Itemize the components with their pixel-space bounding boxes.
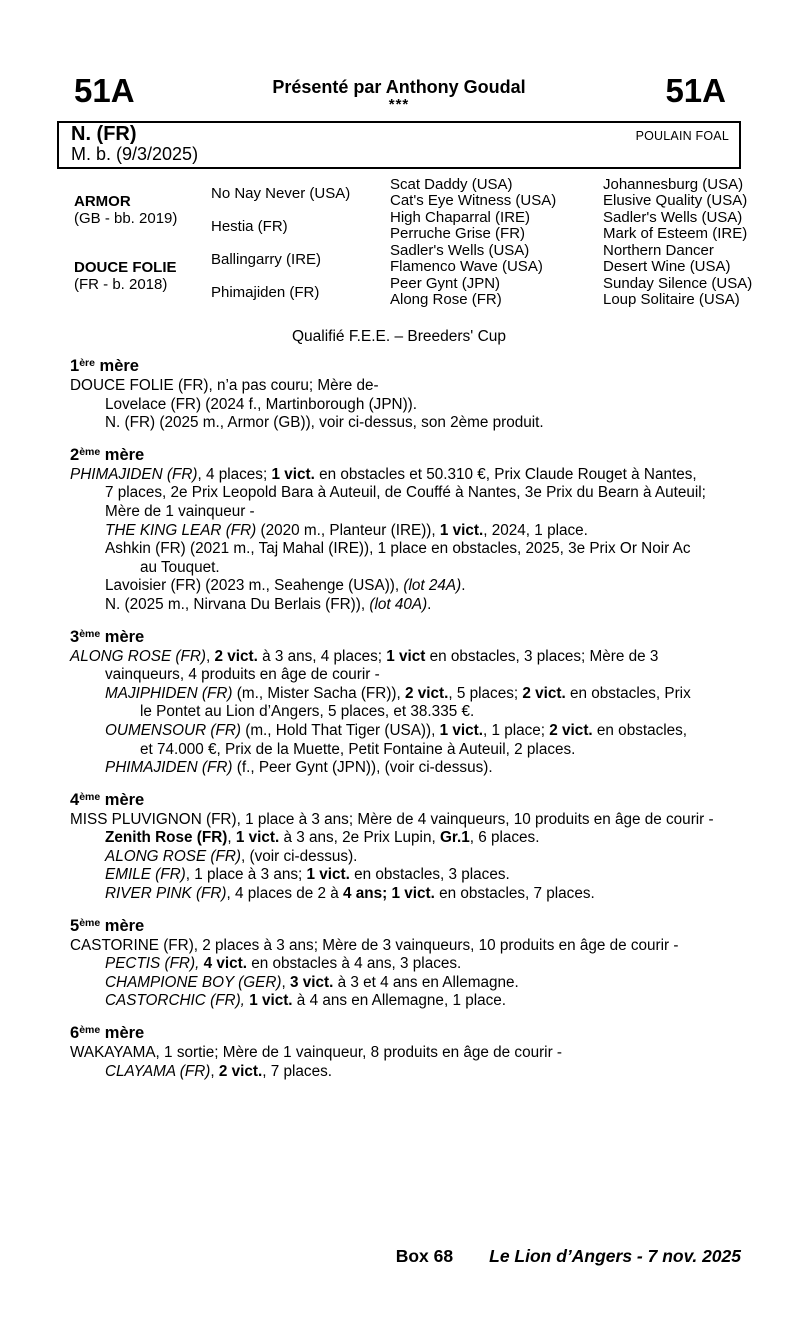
section-title-word: mère: [100, 790, 145, 809]
presenter-line: Présenté par Anthony Goudal: [272, 77, 526, 97]
section-title-word: mère: [100, 627, 145, 646]
text-run: ALONG ROSE (FR): [70, 647, 206, 665]
dam-section: [70, 353, 738, 433]
produce-record: [70, 992, 738, 1011]
text-run: PHIMAJIDEN (FR): [70, 465, 198, 483]
pedigree-gen3-entry: High Chaparral (IRE): [390, 208, 531, 226]
produce-record: [70, 1063, 738, 1082]
pedigree-gen4-entry: Desert Wine (USA): [603, 258, 731, 276]
dam-section: [70, 624, 738, 778]
section-title: [70, 442, 738, 465]
text-run: en obstacles à 4 ans, 3 places.: [246, 955, 462, 973]
produce-record: [70, 848, 738, 867]
text-run: 1 vict.: [439, 721, 483, 739]
text-run: 1 vict.: [249, 992, 293, 1010]
section-title-word: mère: [100, 1024, 145, 1043]
text-run: Lavoisier (FR) (2023 m., Seahenge (USA)),: [105, 577, 404, 595]
pedigree-gen1-entry: [74, 243, 211, 309]
pedigree-gen3-entry: Flamenco Wave (USA): [390, 258, 543, 276]
mare-record: [70, 811, 738, 830]
text-run: 7 places, 2e Prix Leopold Bara à Auteuil, de Couffé à Nantes, 3e Prix du Bearn à Auteuil;: [105, 484, 706, 502]
text-run: 2 vict.: [522, 684, 566, 702]
text-run: 1 vict.: [439, 521, 484, 539]
section-title: [70, 913, 738, 936]
pedigree-gen2-entry: No Nay Never (USA): [211, 184, 351, 202]
text-run: 4 ans; 1 vict.: [343, 885, 435, 903]
text-run: ALONG ROSE (FR): [105, 847, 241, 865]
text-run: Zenith Rose (FR): [105, 829, 228, 847]
dam-section: [70, 787, 738, 904]
text-run: en obstacles, 3 places; Mère de 3: [425, 647, 659, 665]
box-number: Box 68: [395, 1246, 454, 1266]
section-ordinal-sup: ème: [79, 627, 101, 640]
produce-record: [70, 596, 738, 615]
text-run: , 6 places.: [469, 829, 540, 847]
pedigree-gen3-entry: Perruche Grise (FR): [390, 225, 526, 243]
text-run: MAJIPHIDEN (FR): [105, 684, 233, 702]
dam-section: [70, 913, 738, 1011]
text-run: EMILE (FR): [105, 866, 186, 884]
produce-record: [70, 759, 738, 778]
mare-record: [70, 648, 738, 685]
pedigree-gen3-entry: Sadler's Wells (USA): [390, 241, 530, 259]
text-run: , 2024, 1 place.: [483, 521, 588, 539]
text-run: , 1 place à 3 ans;: [185, 866, 307, 884]
section-ordinal: 2: [70, 445, 80, 464]
text-run: DOUCE FOLIE (FR), n’a pas couru; Mère de-: [70, 377, 379, 394]
text-run: PECTIS (FR),: [105, 955, 200, 973]
produce-record: [70, 885, 738, 904]
text-run: CASTORINE (FR), 2 places à 3 ans; Mère de 3 vainqueurs, 10 produits en âge de courir -: [70, 936, 679, 954]
foal-type-label: POULAIN FOAL: [635, 129, 729, 143]
produce-record: [70, 396, 738, 415]
horse-title-left: [71, 124, 198, 164]
text-run: 2 vict.: [549, 721, 593, 739]
pedigree-gen1-origin: (GB - bb. 2019): [74, 209, 178, 227]
text-run: Lovelace (FR) (2024 f., Martinborough (JPN)).: [105, 395, 418, 413]
text-run: Ashkin (FR) (2021 m., Taj Mahal (IRE)), 1 place en obstacles, 2025, 3e Prix Or Noir Ac: [105, 540, 691, 558]
pedigree-gen4-entry: Johannesburg (USA): [603, 176, 744, 193]
text-run: le Pontet au Lion d’Angers, 5 places, et 38.335 €.: [140, 703, 475, 721]
pedigree-gen4-entry: Mark of Esteem (IRE): [603, 225, 748, 243]
section-title: [70, 353, 738, 376]
text-run: OUMENSOUR (FR): [105, 721, 241, 739]
text-run: ,: [205, 647, 215, 665]
text-run: CASTORCHIC (FR),: [105, 992, 245, 1010]
section-ordinal: 4: [70, 790, 80, 809]
pedigree-gen4-entry: Northern Dancer: [603, 241, 714, 259]
text-run: ,: [210, 1062, 219, 1080]
produce-record: [70, 522, 738, 541]
pedigree-gen1-entry: [74, 177, 211, 243]
dam-section: [70, 442, 738, 615]
text-run: PHIMAJIDEN (FR): [105, 759, 233, 777]
pedigree-gen3-entry: Peer Gynt (JPN): [390, 274, 501, 292]
text-run: à 4 ans en Allemagne, 1 place.: [292, 992, 507, 1010]
section-ordinal-sup: ème: [79, 1024, 101, 1037]
lot-number-left: 51A: [74, 72, 135, 109]
text-run: 2 vict.: [214, 647, 258, 665]
text-run: (lot 40A): [369, 595, 428, 613]
text-run: .: [461, 577, 466, 595]
pedigree-gen3-entry: Cat's Eye Witness (USA): [390, 192, 557, 210]
pedigree-gen2-entry: Phimajiden (FR): [211, 283, 320, 301]
text-run: en obstacles, Prix: [565, 684, 691, 702]
text-run: à 3 ans, 4 places;: [257, 647, 387, 665]
section-ordinal: 5: [70, 916, 80, 935]
pedigree-gen2-entry: Ballingarry (IRE): [211, 250, 322, 268]
pedigree-gen3-entry: Along Rose (FR): [390, 291, 502, 309]
section-ordinal-sup: ème: [79, 916, 101, 929]
page-footer: [396, 1246, 741, 1267]
produce-record: [70, 974, 738, 993]
text-run: .: [427, 595, 432, 613]
text-run: 1 vict.: [271, 465, 315, 483]
text-run: Gr.1: [439, 829, 470, 847]
section-title-word: mère: [100, 916, 145, 935]
pedigree-gen2-entry: Hestia (FR): [211, 217, 288, 235]
text-run: CLAYAMA (FR): [105, 1062, 211, 1080]
produce-record: [70, 414, 738, 433]
text-run: (m., Hold That Tiger (USA)),: [240, 721, 440, 739]
pedigree-gen1-origin: (FR - b. 2018): [74, 275, 168, 293]
text-run: N. (2025 m., Nirvana Du Berlais (FR)),: [105, 595, 370, 613]
text-run: ,: [227, 829, 236, 847]
text-run: , 4 places de 2 à: [226, 885, 344, 903]
produce-record: [70, 866, 738, 885]
qualification-line: Qualifié F.E.E. – Breeders' Cup: [291, 328, 507, 345]
horse-name: N. (FR): [71, 123, 137, 145]
produce-record: [70, 722, 738, 759]
dam-section: [70, 1020, 738, 1081]
pedigree-gen1-name: ARMOR: [74, 192, 131, 210]
text-run: MISS PLUVIGNON (FR), 1 place à 3 ans; Mère de 4 vainqueurs, 10 produits en âge de courir -: [70, 810, 714, 828]
text-run: THE KING LEAR (FR): [105, 521, 257, 539]
text-run: Mère de 1 vainqueur -: [105, 502, 255, 520]
text-run: (2020 m., Planteur (IRE)),: [256, 521, 440, 539]
produce-record: [70, 577, 738, 596]
text-run: au Touquet.: [140, 558, 220, 576]
pedigree-gen4-entry: Elusive Quality (USA): [603, 192, 748, 210]
text-run: 2 vict.: [218, 1062, 263, 1080]
text-run: 2 vict.: [405, 684, 449, 702]
text-run: (m., Mister Sacha (FR)),: [232, 684, 406, 702]
section-title: [70, 624, 738, 647]
text-run: N. (FR) (2025 m., Armor (GB)), voir ci-dessus, son 2ème produit.: [105, 414, 544, 432]
text-run: ,: [281, 973, 291, 991]
text-run: (f., Peer Gynt (JPN)), (voir ci-dessus).: [232, 759, 493, 777]
text-run: (lot 24A): [403, 577, 462, 595]
text-run: , (voir ci-dessus).: [240, 847, 358, 865]
mare-record: [70, 1044, 738, 1063]
section-title-word: mère: [100, 445, 145, 464]
text-run: , 5 places;: [448, 684, 523, 702]
text-run: , 7 places.: [262, 1062, 332, 1080]
section-ordinal-sup: ère: [79, 357, 95, 369]
pedigree-gen4-entry: Sunday Silence (USA): [603, 274, 753, 292]
text-run: , 1 place;: [482, 721, 550, 739]
section-title-word: mère: [94, 357, 139, 375]
text-run: 3 vict.: [290, 973, 334, 991]
text-run: 1 vict.: [306, 866, 350, 884]
text-run: WAKAYAMA, 1 sortie; Mère de 1 vainqueur, 8 produits en âge de courir -: [70, 1044, 563, 1062]
pedigree-gen1-name: DOUCE FOLIE: [74, 258, 177, 276]
text-run: en obstacles et 50.310 €, Prix Claude Rouget à Nantes,: [314, 465, 697, 483]
text-run: en obstacles, 7 places.: [434, 885, 595, 903]
section-ordinal: 6: [70, 1024, 80, 1043]
pedigree-gen4-entry: Loup Solitaire (USA): [603, 291, 740, 309]
text-run: en obstacles,: [592, 721, 688, 739]
text-run: à 3 et 4 ans en Allemagne.: [333, 973, 519, 991]
text-run: vainqueurs, 4 produits en âge de courir -: [105, 666, 380, 684]
horse-title-box: [57, 121, 741, 169]
pedigree-table: [58, 176, 753, 309]
venue-date: Le Lion d’Angers - 7 nov. 2025: [489, 1246, 741, 1266]
text-run: à 3 ans, 2e Prix Lupin,: [279, 829, 440, 847]
mare-record: [70, 466, 738, 522]
text-run: RIVER PINK (FR): [105, 885, 227, 903]
section-title: [70, 787, 738, 810]
section-ordinal-sup: ème: [79, 445, 101, 458]
text-run: , 4 places;: [197, 465, 272, 483]
lot-number-right: 51A: [665, 72, 726, 109]
mare-record: [70, 377, 738, 396]
section-title: [70, 1020, 738, 1043]
section-ordinal-sup: ème: [79, 790, 101, 803]
produce-record: [70, 955, 738, 974]
section-ordinal: 1: [70, 357, 80, 375]
text-run: 4 vict.: [203, 955, 247, 973]
horse-description: M. b. (9/3/2025): [71, 144, 199, 164]
text-run: 1 vict: [386, 647, 426, 665]
section-ordinal: 3: [70, 627, 80, 646]
text-run: et 74.000 €, Prix de la Muette, Petit Fontaine à Auteuil, 2 places.: [140, 740, 576, 758]
text-run: CHAMPIONE BOY (GER): [105, 973, 282, 991]
pedigree-gen4-entry: Sadler's Wells (USA): [603, 208, 743, 226]
produce-record: [70, 540, 738, 577]
text-run: en obstacles, 3 places.: [349, 866, 510, 884]
produce-record: [70, 829, 738, 848]
produce-record: [70, 685, 738, 722]
text-run: 1 vict.: [235, 829, 280, 847]
dam-sections: [70, 353, 738, 1090]
pedigree-gen3-entry: Scat Daddy (USA): [390, 176, 513, 193]
stars-separator: ***: [388, 96, 410, 113]
mare-record: [70, 937, 738, 956]
